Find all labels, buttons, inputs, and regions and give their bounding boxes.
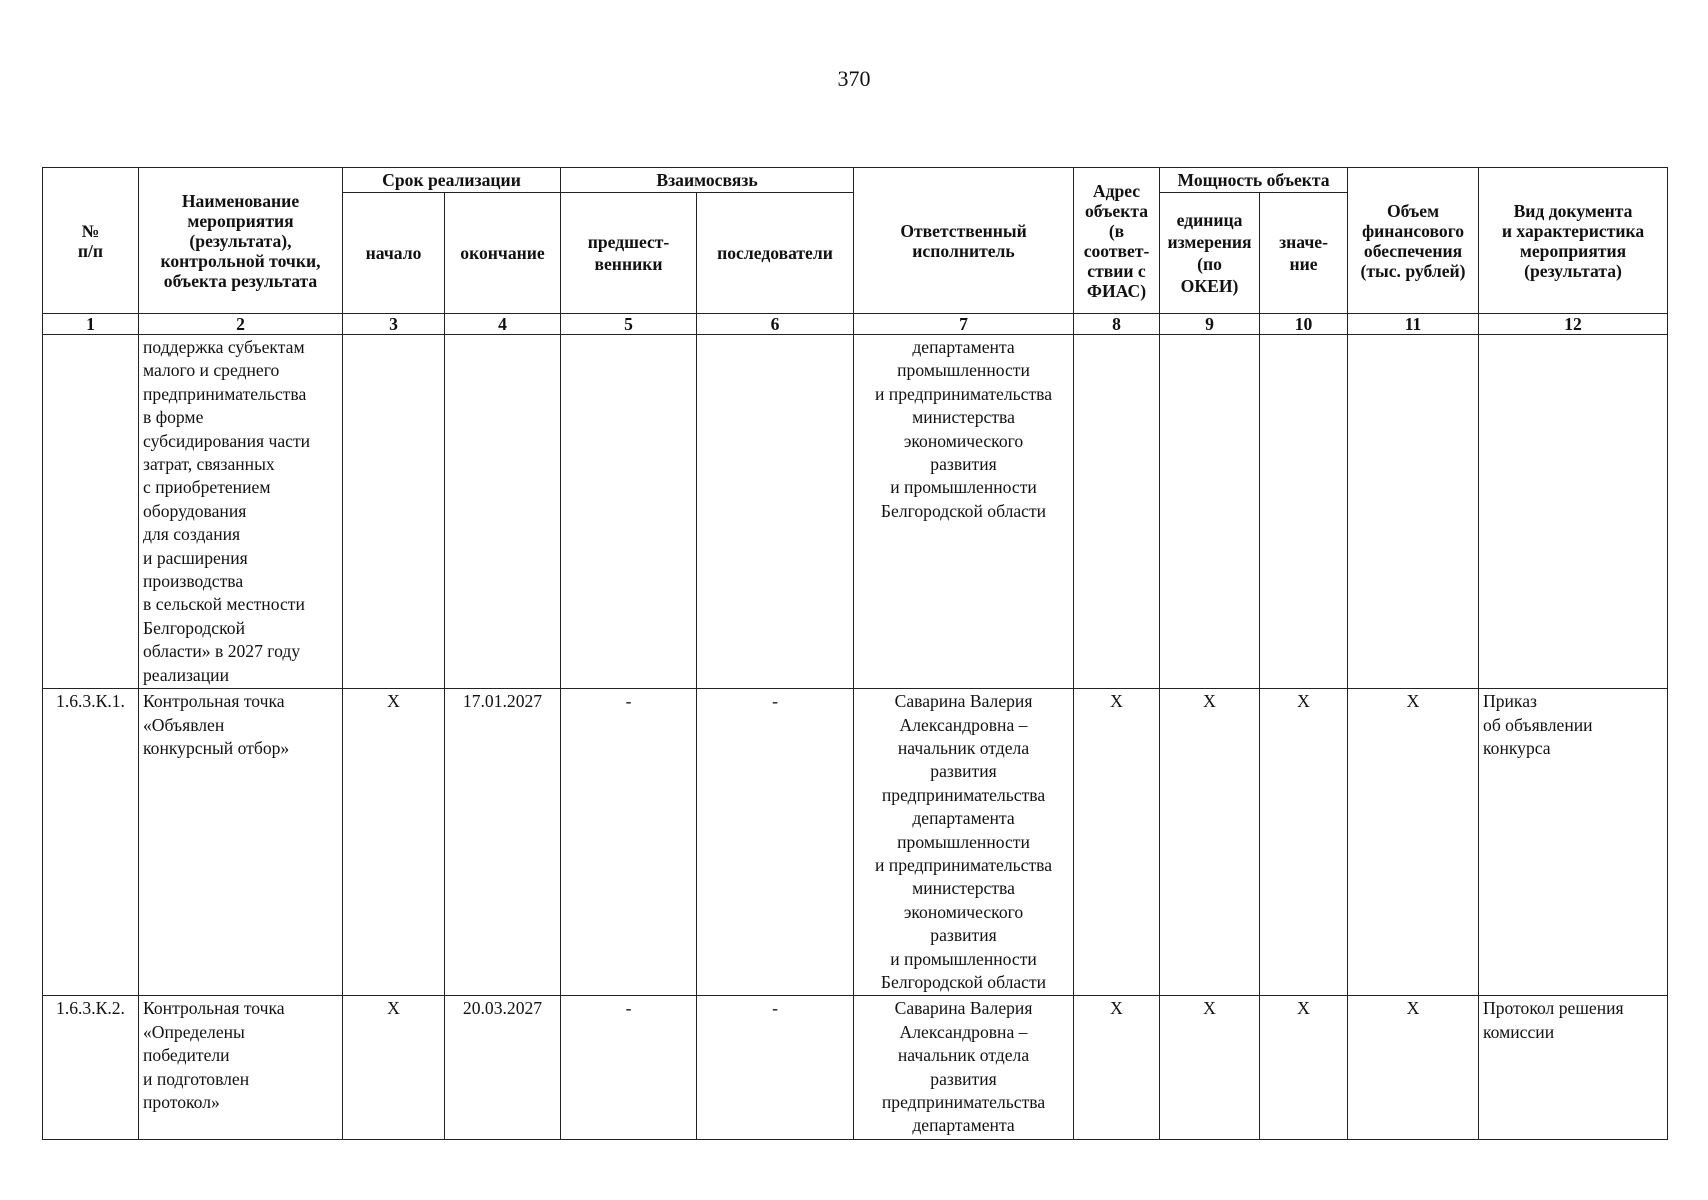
cell-doc-type xyxy=(1479,335,1668,689)
plan-table xyxy=(42,167,1668,1140)
cell-address: X xyxy=(1074,689,1160,996)
column-number: 3 xyxy=(343,314,445,335)
cell-address xyxy=(1074,335,1160,689)
header-capacity-group: Мощность объекта xyxy=(1160,168,1348,193)
cell-successors xyxy=(697,335,854,689)
cell-end: 17.01.2027 xyxy=(445,689,561,996)
cell-finance xyxy=(1348,335,1479,689)
header-term-group: Срок реализации xyxy=(343,168,561,193)
header-predecessors: предшест- венники xyxy=(561,193,697,314)
cell-unit: X xyxy=(1160,996,1260,1139)
cell-address: X xyxy=(1074,996,1160,1139)
cell-start: X xyxy=(343,689,445,996)
column-number: 9 xyxy=(1160,314,1260,335)
column-number: 5 xyxy=(561,314,697,335)
header-link-group: Взаимосвязь xyxy=(561,168,854,193)
header-doc-type: Вид документа и характеристика мероприятия (результата) xyxy=(1479,168,1668,314)
header-value: значе- ние xyxy=(1260,193,1348,314)
cell-executor: Саварина Валерия Александровна – начальник отдела развития предпринимательства департамента xyxy=(854,996,1074,1139)
cell-predecessors xyxy=(561,335,697,689)
column-number: 6 xyxy=(697,314,854,335)
header-executor: Ответственный исполнитель xyxy=(854,168,1074,314)
cell-num: 1.6.3.К.1. xyxy=(43,689,139,996)
page-number: 370 xyxy=(837,66,871,91)
column-number: 12 xyxy=(1479,314,1668,335)
cell-successors: - xyxy=(697,996,854,1139)
cell-num xyxy=(43,335,139,689)
cell-num: 1.6.3.К.2. xyxy=(43,996,139,1139)
column-number: 1 xyxy=(43,314,139,335)
table-row xyxy=(43,996,1668,1139)
header-end: окончание xyxy=(445,193,561,314)
header-successors: последователи xyxy=(697,193,854,314)
cell-value: X xyxy=(1260,996,1348,1139)
cell-predecessors: - xyxy=(561,996,697,1139)
cell-name: поддержка субъектам малого и среднего предпринимательства в форме субсидирования части затрат, связанных с приобретением оборудования для создания и расширения производства в сельской местности Белгородской области» в 2027 году реализации xyxy=(139,335,343,689)
column-number: 11 xyxy=(1348,314,1479,335)
cell-value xyxy=(1260,335,1348,689)
cell-end: 20.03.2027 xyxy=(445,996,561,1139)
cell-successors: - xyxy=(697,689,854,996)
cell-unit xyxy=(1160,335,1260,689)
column-number: 2 xyxy=(139,314,343,335)
header-num: № п/п xyxy=(43,168,139,314)
column-number: 8 xyxy=(1074,314,1160,335)
cell-name: Контрольная точка «Объявлен конкурсный отбор» xyxy=(139,689,343,996)
cell-unit: X xyxy=(1160,689,1260,996)
cell-start: X xyxy=(343,996,445,1139)
column-number: 7 xyxy=(854,314,1074,335)
cell-doc-type: Протокол решения комиссии xyxy=(1479,996,1668,1139)
cell-predecessors: - xyxy=(561,689,697,996)
column-number: 10 xyxy=(1260,314,1348,335)
header-finance: Объем финансового обеспечения (тыс. рублей) xyxy=(1348,168,1479,314)
column-number-row xyxy=(43,314,1668,335)
cell-executor: Саварина Валерия Александровна – начальник отдела развития предпринимательства департамента промышленности и предпринимательства министерства экономического развития и промышленности Белгородской области xyxy=(854,689,1074,996)
cell-value: X xyxy=(1260,689,1348,996)
column-number: 4 xyxy=(445,314,561,335)
cell-name: Контрольная точка «Определены победители и подготовлен протокол» xyxy=(139,996,343,1139)
table-row xyxy=(43,689,1668,996)
cell-finance: X xyxy=(1348,689,1479,996)
header-address: Адрес объекта (в соответ- ствии с ФИАС) xyxy=(1074,168,1160,314)
cell-finance: X xyxy=(1348,996,1479,1139)
cell-doc-type: Приказ об объявлении конкурса xyxy=(1479,689,1668,996)
table-row xyxy=(43,335,1668,689)
header-name: Наименование мероприятия (результата), контрольной точки, объекта результата xyxy=(139,168,343,314)
cell-executor: департамента промышленности и предпринимательства министерства экономического развития и промышленности Белгородской области xyxy=(854,335,1074,689)
header-start: начало xyxy=(343,193,445,314)
header-unit: единица измерения (по ОКЕИ) xyxy=(1160,193,1260,314)
cell-start xyxy=(343,335,445,689)
cell-end xyxy=(445,335,561,689)
